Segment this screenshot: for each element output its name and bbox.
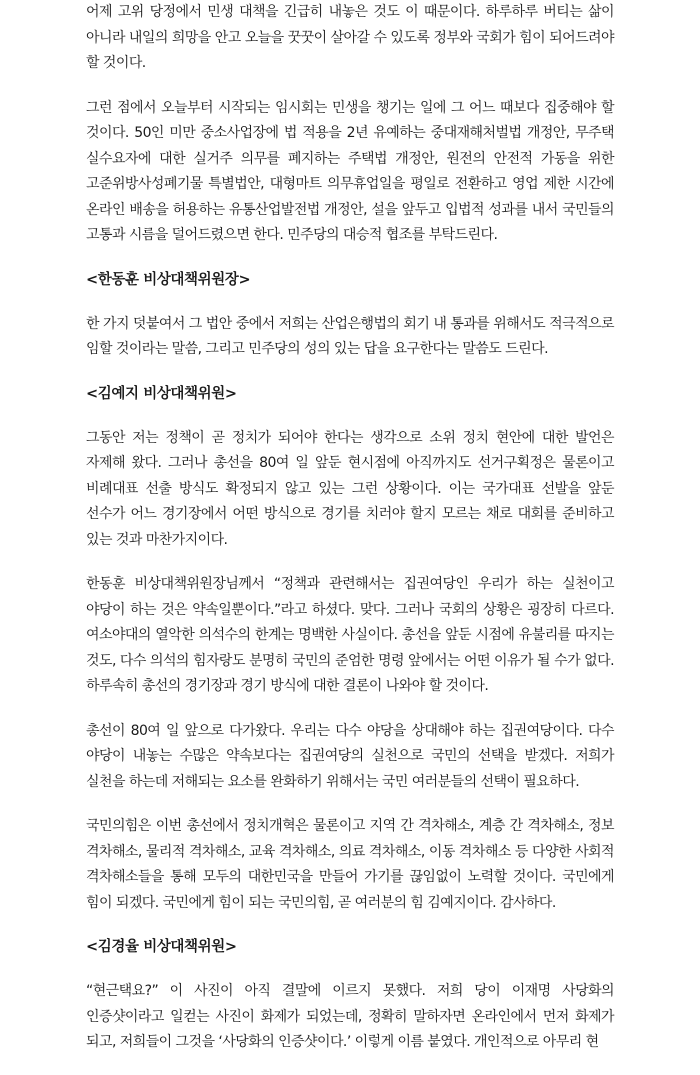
paragraph-7: 국민의힘은 이번 총선에서 정치개혁은 물론이고 지역 간 격차해소, 계층 간 격차해소, 정보 격차해소, 물리적 격차해소, 교육 격차해소, 의료 격차해소, 이동 격차해소 등 다양한 사회적 격차해소들을 통해 모두의 대한민국을 만들어 가기를 끊임없이 노력할 것이다. 국민에게 힘이 되겠다. 국민에게 힘이 되는 국민의힘, 곧 여러분의 힘 김예지이다. 감사하다. — [86, 818, 614, 911]
paragraph-1: 어제 고위 당정에서 민생 대책을 긴급히 내놓은 것도 이 때문이다. 하루하루 버티는 삶이 아니라 내일의 희망을 안고 오늘을 꿋꿋이 살아갈 수 있도록 정부와 국회가 힘이 되어드려야 할 것이다. — [86, 4, 614, 71]
document-body — [86, 0, 614, 1075]
paragraph-6: 총선이 80여 일 앞으로 다가왔다. 우리는 다수 야당을 상대해야 하는 집권여당이다. 다수 야당이 내놓는 수많은 약속보다는 집권여당의 실천으로 국민의 선택을 받겠다. 저희가 실천을 하는데 저해되는 요소를 완화하기 위해서는 국민 여러분들의 선택이 필요하다. — [86, 722, 614, 790]
paragraph-5: 한동훈 비상대책위원장님께서 “정책과 관련해서는 집권여당인 우리가 하는 실천이고 야당이 하는 것은 약속일뿐이다.”라고 하셨다. 맞다. 그러나 국회의 상황은 굉장히 다르다. 여소야대의 열악한 의석수의 한계는 명백한 사실이다. 총선을 앞둔 시점에 유불리를 따지는 것도, 다수 의석의 힘자랑도 분명히 국민의 준엄한 명령 앞에서는 어떤 이유가 될 수가 없다. 하루속히 총선의 경기장과 경기 방식에 대한 결론이 나와야 할 것이다. — [86, 576, 614, 694]
paragraph-8: “현근택요?” 이 사진이 아직 결말에 이르지 못했다. 저희 당이 이재명 사당화의 인증샷이라고 일컫는 사진이 화제가 되었는데, 정확히 말하자면 온라인에서 먼저 화제가 되고, 저희들이 그것을 ‘사당화의 인증샷이다.’ 이렇게 이름 붙였다. 개인적으로 아무리 현 — [86, 983, 614, 1050]
speaker-heading-kim-kyungyul: <김경율 비상대책위원> — [86, 939, 237, 955]
speaker-heading-kim-yeji: <김예지 비상대책위원> — [86, 385, 237, 402]
paragraph-2: 그런 점에서 오늘부터 시작되는 임시회는 민생을 챙기는 일에 그 어느 때보다 집중해야 할 것이다. 50인 미만 중소사업장에 법 적용을 2년 유예하는 중대재해처벌법 개정안, 무주택 실수요자에 대한 실거주 의무를 폐지하는 주택법 개정안, 원전의 안전적 가동을 위한 고준위방사성폐기물 특별법안, 대형마트 의무휴업일을 평일로 전환하고 영업 제한 시간에 온라인 배송을 허용하는 유통산업발전법 개정안, 설을 앞두고 입법적 성과를 내서 국민들의 고통과 시름을 덜어드렸으면 한다. 민주당의 대승적 협조를 부탁드린다. — [86, 99, 614, 243]
paragraph-3: 한 가지 덧붙여서 그 법안 중에서 저희는 산업은행법의 회기 내 통과를 위해서도 적극적으로 임할 것이라는 말씀, 그리고 민주당의 성의 있는 답을 요구한다는 말씀도 드린다. — [86, 315, 614, 357]
speaker-heading-han: <한동훈 비상대책위원장> — [86, 271, 251, 288]
paragraph-4: 그동안 저는 정책이 곧 정치가 되어야 한다는 생각으로 소위 정치 현안에 대한 발언은 자제해 왔다. 그러나 총선을 80여 일 앞둔 현시점에 아직까지도 선거구획정은 물론이고 비례대표 선출 방식도 확정되지 않고 있는 그런 상황이다. 이는 국가대표 선발을 앞둔 선수가 어느 경기장에서 어떤 방식으로 경기를 치러야 할지 모르는 채로 대회를 준비하고 있는 것과 마찬가지이다. — [86, 429, 614, 548]
